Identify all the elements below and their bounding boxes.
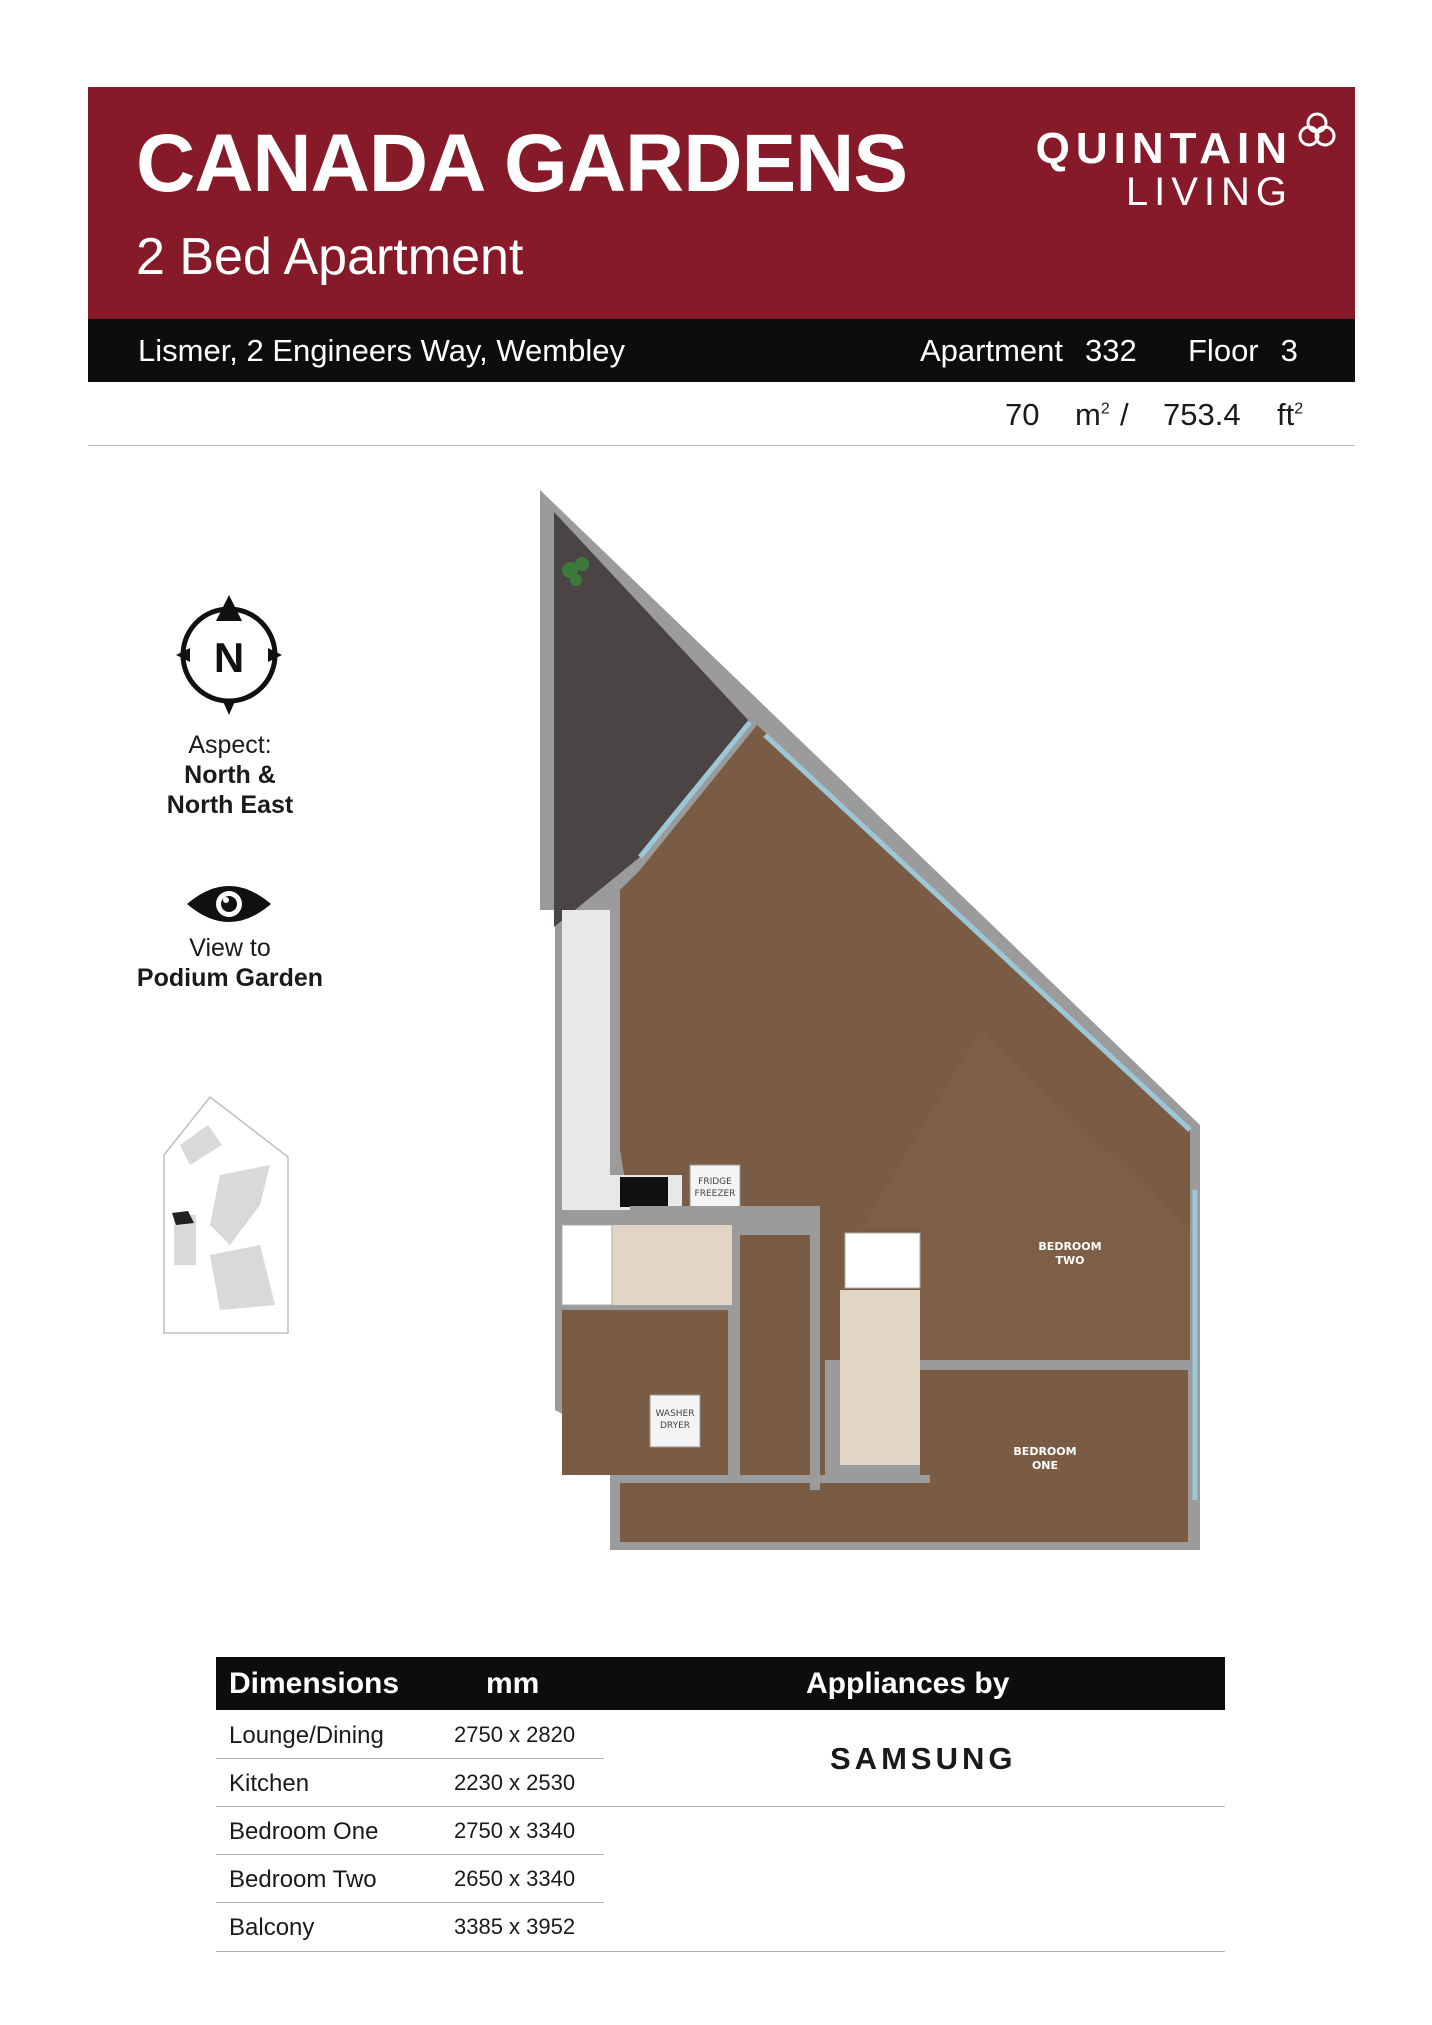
compass-letter: N [213,634,245,681]
aspect-label: Aspect: [188,731,272,759]
kitchen-counter [562,910,610,1210]
mm-heading: mm [486,1667,540,1700]
dimensions-heading: Dimensions [229,1667,400,1700]
compass-icon [176,595,286,715]
floor-info [1188,333,1298,369]
view-label: View to [189,934,271,962]
floor-number: 3 [1280,333,1298,368]
appliance-divider [604,1806,1225,1807]
area-separator: / [1120,397,1129,432]
brand-name: QUINTAIN [1035,124,1293,173]
bedroom-two-label: BEDROOM [1038,1240,1102,1253]
bathtub [562,1225,612,1305]
area-sqft-value: 753.4 [1163,397,1241,432]
apartment-info [920,333,1137,369]
floor-plan [540,490,1230,1590]
svg-text:DRYER: DRYER [659,1421,691,1431]
appliances-heading: Appliances by [806,1667,1010,1700]
header-divider [88,445,1355,446]
svg-text:WASHER: WASHER [655,1409,695,1419]
bedroom-one-label: BEDROOM [1013,1445,1077,1458]
development-title: CANADA GARDENS [136,118,908,209]
view-value: Podium Garden [136,964,324,992]
brand-logo [1035,124,1293,214]
address: Lismer, 2 Engineers Way, Wembley [138,333,625,368]
apartment-label: Apartment [920,333,1064,368]
table-row: Bedroom Two 2650 x 3340 [216,1855,604,1903]
floor-label: Floor [1188,333,1259,368]
area-sqm-value: 70 [1005,397,1040,432]
fridge-freezer [690,1165,740,1210]
view-block [110,933,350,993]
ensuite-bathroom [840,1290,920,1465]
hallway-floor [620,1480,830,1542]
brand-tagline: LIVING [1125,170,1293,214]
info-bar [88,319,1355,382]
table-row: Balcony 3385 x 3952 [229,1914,576,1941]
aspect-value-2: North East [166,791,294,819]
trefoil-icon [1295,109,1339,153]
table-row: Lounge/Dining 2750 x 2820 [216,1711,604,1759]
area-sqm-unit: $m^2$ [1075,397,1110,432]
svg-text:FRIDGE: FRIDGE [698,1177,732,1187]
aspect-value-1: North & [184,761,276,789]
ensuite-hall [830,1480,925,1542]
aspect-block [110,730,350,820]
area-sqft-unit: $ft^2$ [1277,397,1304,432]
apartment-number: 332 [1085,333,1137,368]
table-bottom-rule [216,1951,1225,1952]
svg-text:ONE: ONE [1031,1459,1059,1472]
dimensions-header [216,1657,1225,1710]
ensuite-shower [845,1233,920,1288]
utility-floor [562,1310,732,1475]
table-row: Kitchen 2230 x 2530 [216,1759,604,1807]
table-row: Bedroom One 2750 x 3340 [216,1807,604,1855]
svg-text:FREEZER: FREEZER [694,1189,736,1199]
svg-text:TWO: TWO [1055,1254,1085,1267]
eye-icon [184,880,274,928]
header-banner [88,87,1355,319]
apartment-type: 2 Bed Apartment [136,228,524,286]
appliance-brand: SAMSUNG [830,1741,1017,1776]
key-plan [160,1095,300,1335]
hob [620,1177,668,1207]
